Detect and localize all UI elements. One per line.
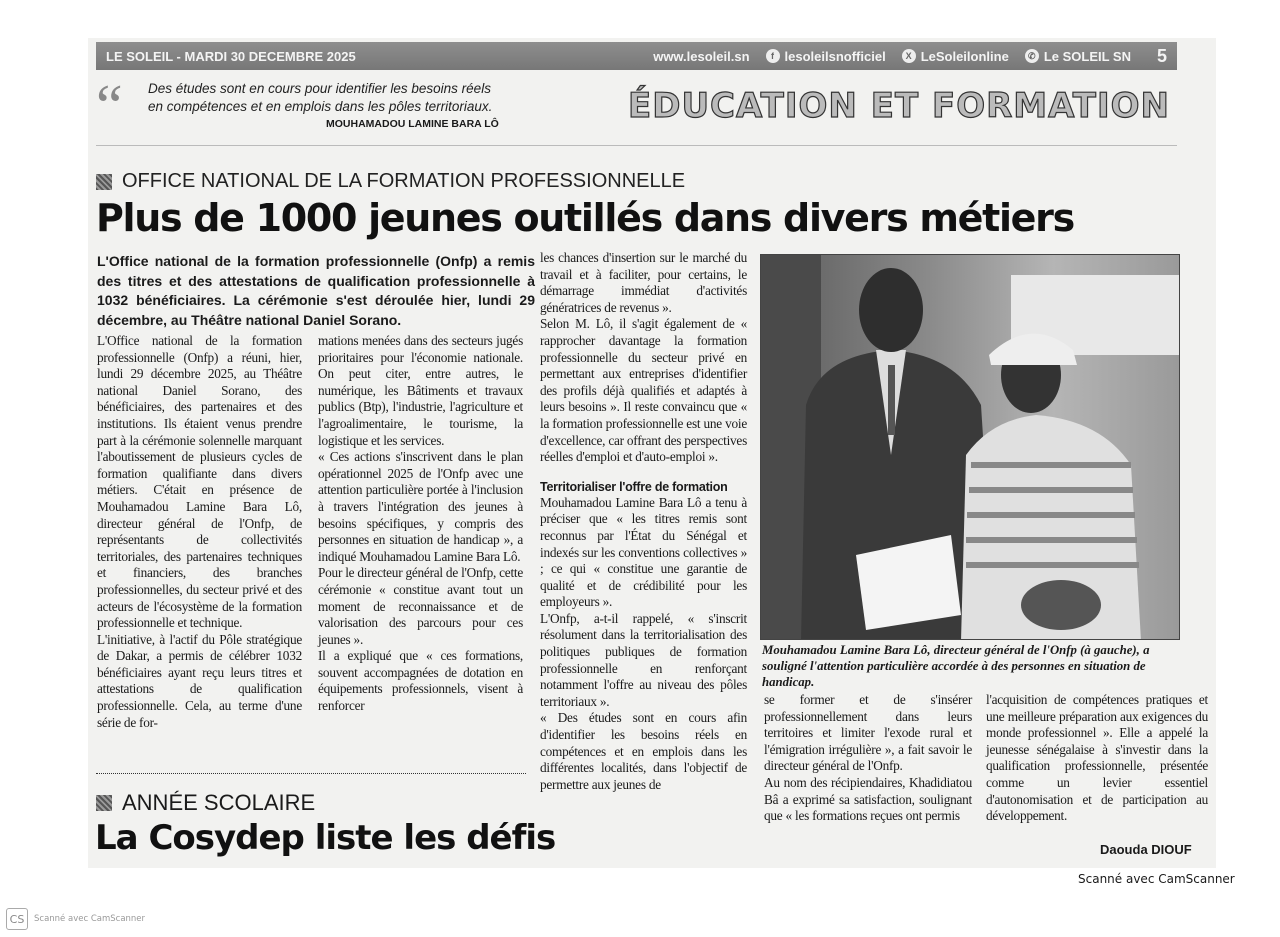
paragraph: L'Office national de la formation professionnelle (Onfp) a réuni, hier, lundi 29 décembre 2025, au Théâtre national Daniel Sorano, des bénéficiaires, des partenaires et des institutions. Ils étaient venus prendre part à la cérémonie solennelle marquant l'aboutissement de plusieurs cycles de formation qualifiante dans divers métiers. C'était en présence de Mouhamadou Lamine Bara Lô, directeur général de l'Onfp, de représentants de collectivités territoriales, des partenaires techniques et financiers, des branches professionnelles, du secteur privé et des acteurs de l'écosystème de la formation professionnelle et technique. — [97, 333, 302, 631]
article-column-2 — [318, 333, 523, 715]
paragraph: « Ces actions s'inscrivent dans le plan opérationnel 2025 de l'Onfp avec une attention particulière portée à l'inclusion à travers l'intégration des jeunes à besoins spécifiques, y compris des personnes en situation de handicap », a indiqué Mouhamadou Lamine Bara Lô. — [318, 449, 523, 564]
article-column-1 — [97, 333, 302, 731]
facebook-handle: f lesoleilsnofficiel — [766, 49, 886, 64]
paragraph: Il a expliqué que « ces formations, souvent accompagnées de dotation en équipements professionnels, visent à renforcer — [318, 648, 523, 714]
article-lead: L'Office national de la formation professionnelle (Onfp) a remis des titres et des attestations de qualification professionnelle à 1032 bénéficiaires. La cérémonie s'est déroulée hier, lundi 29 décembre, au Théâtre national Daniel Sorano. — [97, 253, 535, 328]
paragraph: L'initiative, à l'actif du Pôle stratégique de Dakar, a permis de célébrer 1032 bénéficiaires ayant reçu leurs titres et attestations de qualification professionnelle. Cela, au terme d'une série de for- — [97, 631, 302, 730]
article-column-3 — [540, 250, 747, 793]
photo-illustration — [761, 255, 1180, 640]
paragraph: Pour le directeur général de l'Onfp, cette cérémonie « constitue avant tout un moment de reconnaissance et de valorisation des parcours pour ces jeunes ». — [318, 565, 523, 647]
website: www.lesoleil.sn — [653, 48, 750, 64]
paragraph: Au nom des récipiendaires, Khadidiatou Bâ a exprimé sa satisfaction, soulignant que « les formations reçues ont permis — [764, 774, 972, 824]
article-column-5 — [986, 692, 1208, 825]
article-kicker: OFFICE NATIONAL DE LA FORMATION PROFESSIONNELLE — [96, 170, 685, 193]
paragraph: Selon M. Lô, il s'agit également de « rapprocher davantage la formation professionnelle du secteur privé en permettant aux entreprises d'identifier des profils déjà qualifiés et adaptés à leurs besoins ». Il reste convaincu que « la formation professionnelle est une voie d'excellence, car offrant des perspectives réelles d'emploi et d'auto-emploi ». — [540, 316, 747, 465]
subheading: Territorialiser l'offre de formation — [540, 479, 728, 494]
whatsapp-handle: ✆ Le SOLEIL SN — [1025, 49, 1131, 64]
paragraph: mations menées dans des secteurs jugés prioritaires pour l'économie nationale. On peut citer, entre autres, le numérique, les Bâtiments et travaux publics (Btp), l'industrie, l'agriculture et l'agroalimentaire, le tourisme, la logistique et les services. — [318, 333, 523, 448]
facebook-icon: f — [766, 49, 780, 63]
article-photo — [760, 254, 1180, 640]
scanner-footer: CS Scanné avec CamScanner — [6, 908, 145, 930]
page-number: 5 — [1156, 45, 1167, 66]
divider — [96, 773, 526, 774]
quote-icon: “ — [96, 73, 123, 139]
camscanner-logo-icon: CS — [6, 908, 28, 930]
x-icon: X — [902, 49, 916, 63]
scanner-watermark: Scanné avec CamScanner — [1078, 872, 1235, 886]
divider — [96, 145, 1177, 146]
section-rubric: ÉDUCATION ET FORMATION — [628, 86, 1170, 126]
quote-author: MOUHAMADOU LAMINE BARA LÔ — [326, 118, 499, 130]
page-header-bar — [96, 42, 1177, 70]
paragraph: l'acquisition de compétences pratiques et une meilleure préparation aux exigences du monde professionnel ». Elle a appelé la jeunesse sénégalaise à s'investir dans la qualification professionnelle, présentée comme un levier essentiel d'autonomisation et de participation au développement. — [986, 692, 1208, 824]
paragraph: Mouhamadou Lamine Bara Lô a tenu à préciser que « les titres remis sont reconnus par l'État du Sénégal et indexés sur les conventions collectives » ; ce qui « constitue une garantie de qualité et de crédibilité pour les employeurs ». — [540, 494, 747, 610]
kicker-square-icon — [96, 795, 112, 811]
whatsapp-icon: ✆ — [1025, 49, 1039, 63]
x-handle: X LeSoleilonline — [902, 49, 1009, 64]
teaser-kicker: ANNÉE SCOLAIRE — [96, 790, 315, 816]
article-column-4 — [764, 692, 972, 825]
pull-quote: Des études sont en cours pour identifier les besoins réels en compétences et en emplois dans les pôles territoriaux. — [148, 81, 493, 114]
paragraph: se former et de s'insérer professionnellement dans leurs territoires et limiter l'exode rural et l'émigration irrégulière », a fait savoir le directeur général de l'Onfp. — [764, 692, 972, 774]
teaser-headline: La Cosydep liste les défis — [95, 818, 556, 858]
paragraph: « Des études sont en cours afin d'identifier les besoins réels en compétences et en emplois dans les différentes localités, dans l'objectif de permettre aux jeunes de — [540, 710, 747, 792]
paragraph: les chances d'insertion sur le marché du travail et à faciliter, pour certains, le démarrage immédiat d'activités génératrices de revenus ». — [540, 250, 747, 315]
photo-caption: Mouhamadou Lamine Bara Lô, directeur général de l'Onfp (à gauche), a souligné l'attention particulière accordée à des personnes en situation de handicap. — [762, 643, 1150, 689]
article-headline: Plus de 1000 jeunes outillés dans divers métiers — [96, 196, 1074, 240]
issue-date: LE SOLEIL - MARDI 30 DECEMBRE 2025 — [106, 48, 356, 64]
kicker-square-icon — [96, 174, 112, 190]
byline: Daouda DIOUF — [1100, 842, 1192, 857]
paragraph: L'Onfp, a-t-il rappelé, « s'inscrit résolument dans la territorialisation des politiques publiques de formation professionnelle en renforçant notamment l'offre au niveau des pôles territoriaux ». — [540, 610, 747, 709]
